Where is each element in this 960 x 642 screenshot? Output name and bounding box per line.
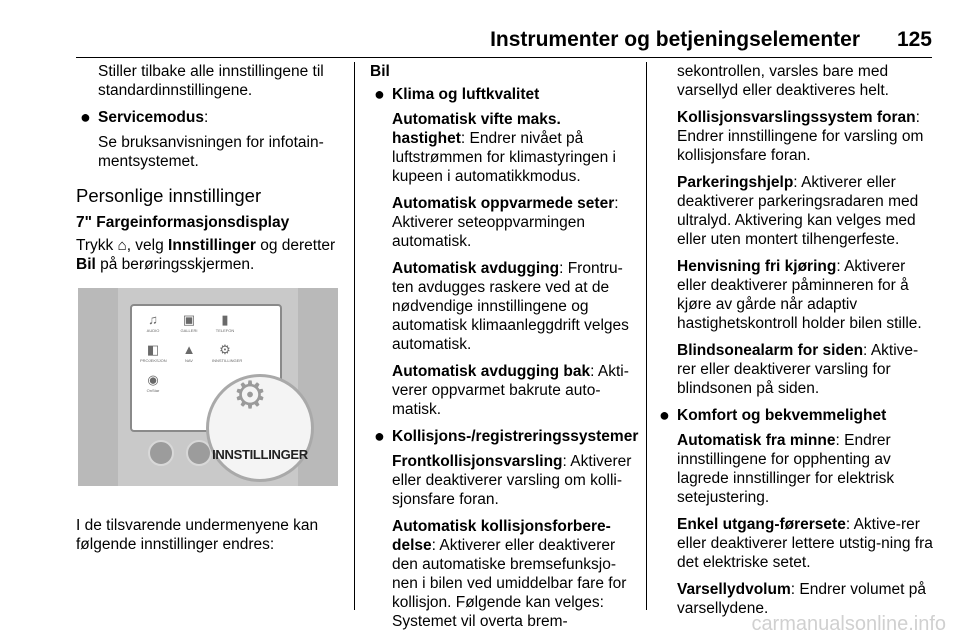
bullet-icon: ● [374, 426, 385, 446]
setting-entry: Henvisning fri kjøring: Aktiverer eller deaktiverer påminneren for å kjøre av gårde når adaptiv hastighetskontroll holder bilen stille. [677, 258, 922, 332]
column-divider-1 [354, 62, 355, 610]
setting-entry: Enkel utgang-førersete: Aktive-rer eller deaktiverer lettere utstig-ning fra det elektriske setet. [677, 516, 933, 571]
column-1 [76, 62, 348, 608]
settings-app-icon: ⚙ INNSTILLINGER [212, 342, 243, 363]
list-item-group: ● Klima og luftkvalitet [374, 84, 540, 104]
home-icon: ⌂ [117, 237, 127, 254]
column-divider-2 [646, 62, 647, 610]
gallery-icon: ▣ GALLERI [180, 312, 198, 333]
subsection-title: 7" Fargeinformasjonsdisplay [76, 214, 290, 231]
watermark: carmanualsonline.info [751, 613, 946, 635]
setting-entry: Parkeringshjelp: Aktiverer eller deaktiverer parkeringsradaren med ultralyd. Aktivering kan velges med eller uten montert tilhengerfeste. [677, 174, 919, 248]
settings-callout [206, 374, 314, 482]
column-2 [370, 62, 639, 630]
nav-icon: ▲ NAV [182, 342, 196, 363]
setting-entry: Automatisk avdugging bak: Akti-verer oppvarmet bakrute auto-matisk. [392, 363, 629, 418]
setting-entry: Automatisk fra minne: Endrer innstillingene for opphenting av lagrede innstillinger for elektrisk setejustering. [677, 432, 895, 506]
onstar-icon: ◉ OnStar [146, 372, 160, 393]
projection-icon: ◧ PROJEKSJON [140, 342, 167, 363]
bullet-icon: ● [659, 405, 670, 425]
list-item-group: ● Komfort og bekvemmelighet [659, 405, 887, 425]
settings-figure [78, 288, 338, 486]
submenu-intro: I de tilsvarende undermenyene kan følgende innstillinger endres: [76, 517, 319, 553]
item-text: Se bruksanvisningen for infotain-mentsystemet. [98, 134, 324, 170]
heading-bil: Bil [370, 63, 390, 80]
audio-icon: ♫ AUDIO [146, 312, 160, 333]
continued-text: sekontrollen, varsles bare med varsellyd eller deaktiveres helt. [677, 63, 889, 99]
page-title: Instrumenter og betjeningselementer [490, 28, 860, 51]
phone-icon: ▮ TELEFON [215, 312, 235, 333]
control-knob [148, 440, 174, 466]
bullet-icon: ● [80, 107, 91, 127]
page-header [0, 0, 960, 58]
gears-icon: ⚙ [233, 375, 268, 417]
page-number: 125 [896, 28, 932, 51]
dashboard-panel-left [78, 288, 118, 486]
setting-entry: Automatisk avdugging: Frontru-ten avdugges raskere ved at de nødvendige innstillingene og automatisk klimaanleggdrift velges automatisk. [392, 260, 629, 353]
bullet-icon: ● [374, 84, 385, 104]
setting-entry: Automatisk oppvarmede seter: Aktiverer seteoppvarmingen automatisk. [392, 195, 619, 250]
reset-description: Stiller tilbake alle innstillingene til standardinnstillingene. [98, 63, 324, 99]
callout-label: INNSTILLINGER [212, 447, 308, 462]
header-rule [76, 57, 932, 58]
setting-entry: Varsellydvolum: Endrer volumet på varsellydene. [677, 581, 927, 617]
list-item-group: ● Kollisjons-/registreringssystemer [374, 426, 639, 446]
setting-entry: Automatisk kollisjonsforbere-delse: Aktiverer eller deaktiverer den automatiske bremsefunksjo-nen i bilen ved umiddelbar fare for kollisjon. Følgende kan velges: Systemet vil overta brem- [392, 518, 627, 630]
setting-entry: Automatisk vifte maks. hastighet: Endrer nivået på luftstrømmen for klimastyringen i kupeen i automatikkmodus. [392, 111, 616, 185]
item-label: Servicemodus [98, 109, 204, 126]
setting-entry: Blindsonealarm for siden: Aktive-rer eller deaktiverer varsling for blindsonen på siden. [677, 342, 919, 397]
instruction-text: Trykk ⌂, velg Innstillinger og deretter Bil på berøringsskjermen. [76, 237, 336, 273]
setting-entry: Kollisjonsvarslingssystem foran: Endrer innstillingene for varsling om kollisjonsfare foran. [677, 109, 924, 164]
section-title: Personlige innstillinger [76, 185, 262, 206]
list-item-servicemode: ● Servicemodus: [80, 107, 209, 127]
setting-entry: Frontkollisjonsvarsling: Aktiverer eller deaktiverer varsling om kolli-sjonsfare foran. [392, 453, 632, 508]
column-3 [659, 62, 933, 617]
